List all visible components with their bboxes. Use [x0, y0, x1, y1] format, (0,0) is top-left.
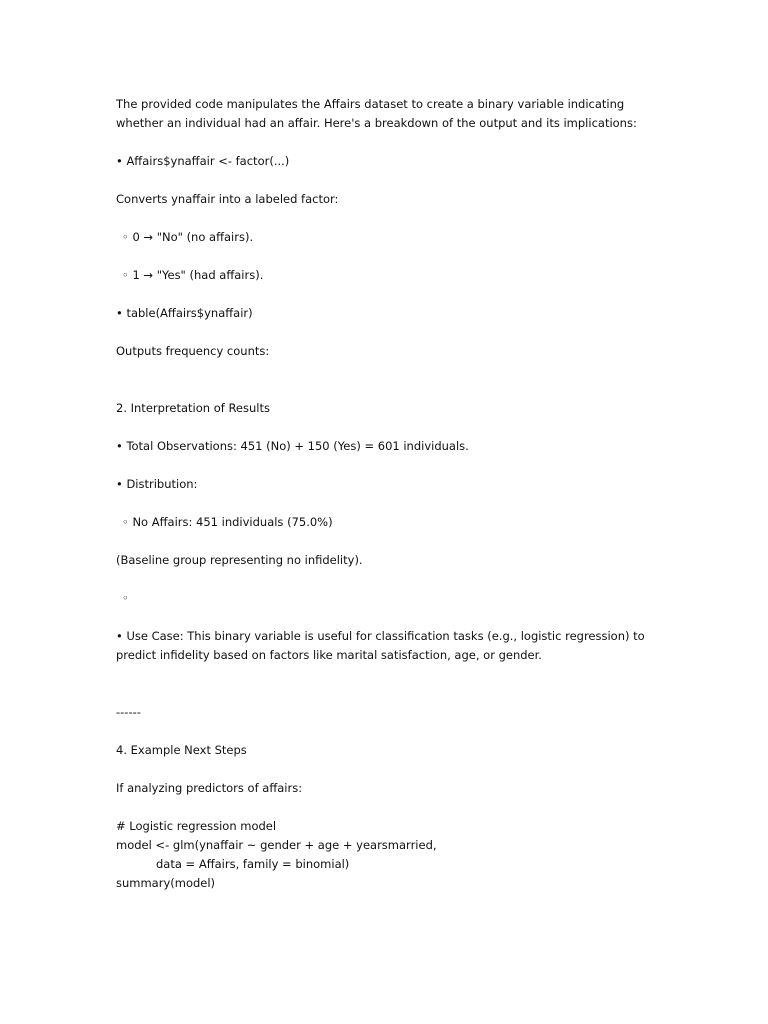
outputs-text: Outputs frequency counts:	[116, 344, 270, 358]
spacer	[116, 456, 661, 475]
spacer	[116, 171, 661, 190]
spacer	[116, 209, 661, 228]
sub-bullet-empty: ◦	[122, 591, 129, 605]
section-4-heading: 4. Example Next Steps	[116, 743, 247, 757]
intro-paragraph: The provided code manipulates the Affairs dataset to create a binary variable indicating whether an individual had an affair. Here's a breakdown of the output and its implications:	[116, 97, 637, 130]
spacer	[116, 133, 661, 152]
baseline-text: (Baseline group representing no infidelity).	[116, 553, 363, 567]
spacer	[116, 608, 661, 627]
bullet-factor: • Affairs$ynaffair <- factor(...)	[116, 154, 290, 168]
code-line-2: data = Affairs, family = binomial)	[156, 857, 350, 871]
code-line-1: model <- glm(ynaffair ~ gender + age + yearsmarried,	[116, 838, 437, 852]
sub-bullet-no: ◦ 0 → "No" (no affairs).	[122, 230, 254, 244]
separator: ------	[116, 705, 141, 719]
section-2-heading: 2. Interpretation of Results	[116, 401, 270, 415]
code-block	[116, 817, 661, 893]
sub-bullet-yes: ◦ 1 → "Yes" (had affairs).	[122, 268, 264, 282]
spacer	[116, 323, 661, 342]
spacer	[116, 665, 661, 703]
spacer	[116, 570, 661, 589]
spacer	[116, 798, 661, 817]
spacer	[116, 760, 661, 779]
code-line-3: summary(model)	[116, 876, 216, 890]
spacer	[116, 247, 661, 266]
spacer	[116, 418, 661, 437]
predictors-text: If analyzing predictors of affairs:	[116, 781, 303, 795]
bullet-total: • Total Observations: 451 (No) + 150 (Yes) = 601 individuals.	[116, 439, 469, 453]
spacer	[116, 722, 661, 741]
bullet-table: • table(Affairs$ynaffair)	[116, 306, 253, 320]
converts-text: Converts ynaffair into a labeled factor:	[116, 192, 339, 206]
spacer	[116, 532, 661, 551]
bullet-distribution: • Distribution:	[116, 477, 198, 491]
bullet-use-case: • Use Case: This binary variable is useful for classification tasks (e.g., logistic regression) to predict infidelity based on factors like marital satisfaction, age, or gender.	[116, 629, 649, 662]
spacer	[116, 285, 661, 304]
sub-bullet-no-affairs: ◦ No Affairs: 451 individuals (75.0%)	[122, 515, 333, 529]
document-page	[116, 95, 661, 893]
spacer	[116, 361, 661, 399]
code-comment: # Logistic regression model	[116, 819, 277, 833]
spacer	[116, 494, 661, 513]
